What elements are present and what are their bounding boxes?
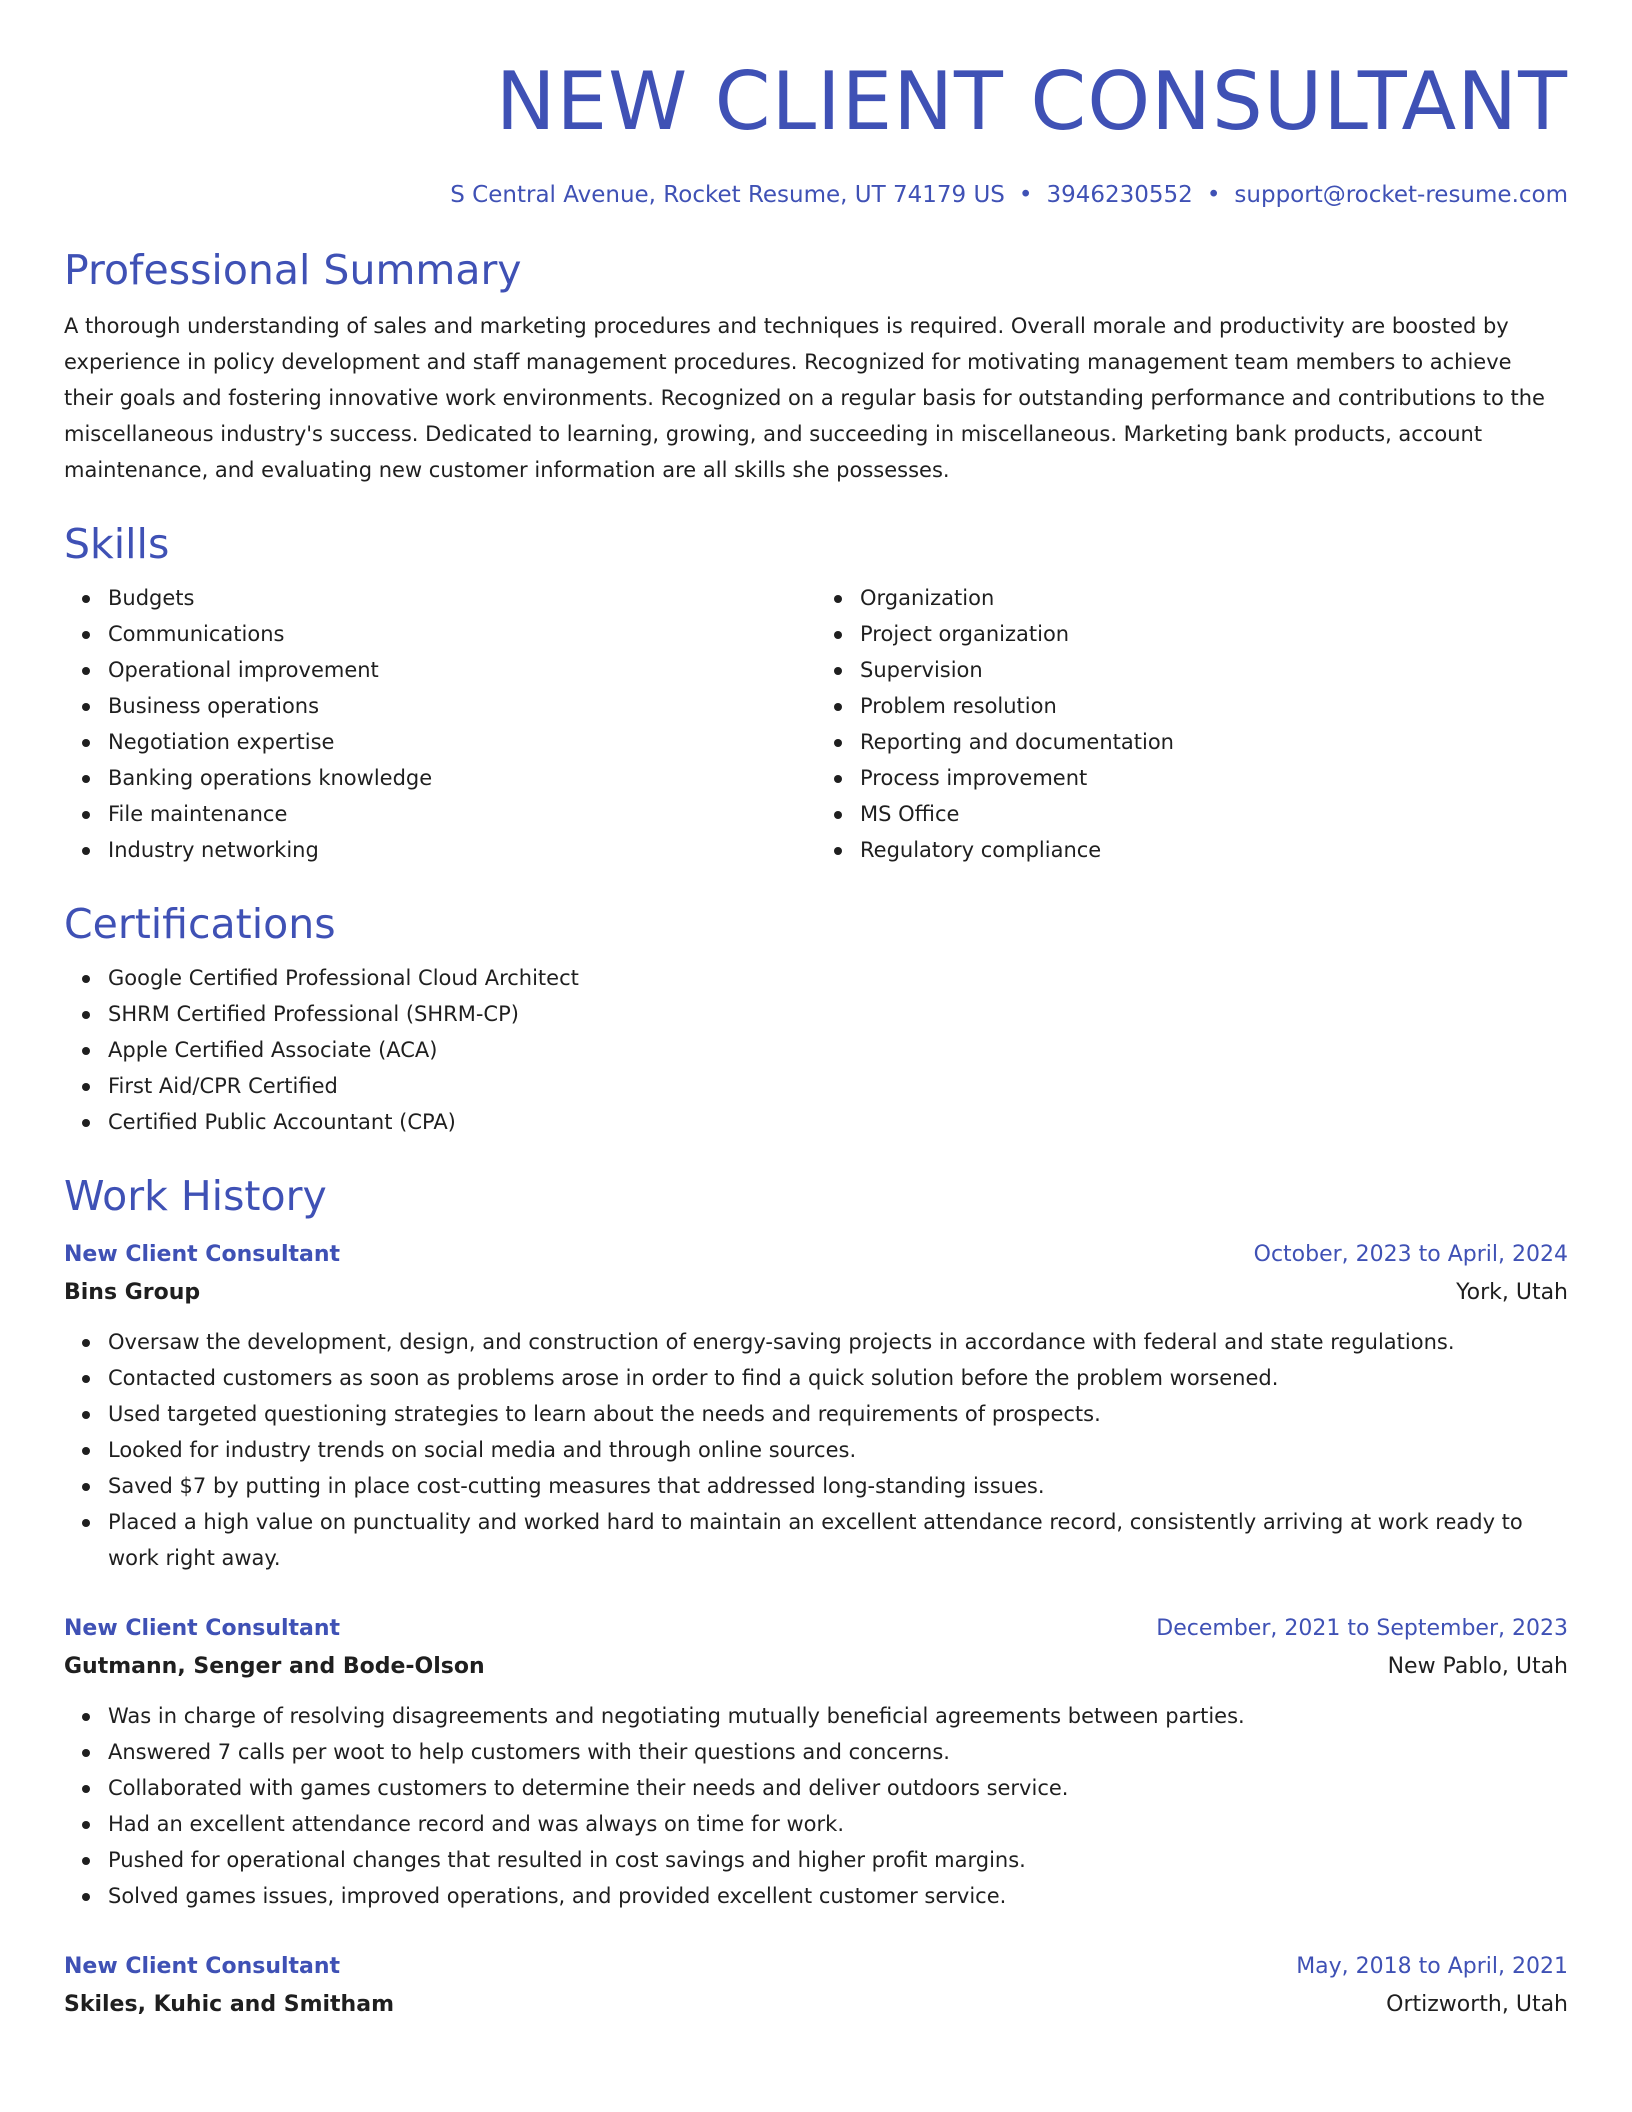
job-duty: Pushed for operational changes that resulted in cost savings and higher profit margins.	[108, 1842, 1568, 1878]
contact-separator: •	[1206, 182, 1221, 208]
job-duty: Oversaw the development, design, and construction of energy-saving projects in accordance with federal and state regulations.	[108, 1324, 1568, 1360]
certifications-heading: Certifications	[64, 900, 336, 948]
summary-text: A thorough understanding of sales and marketing procedures and techniques is required. Overall morale and productivity are boosted by experience in policy development and staff management procedures. Recognized for motivating management team members to achieve their goals and fostering innovative work environments. Recognized on a regular basis for outstanding performance and contributions to the miscellaneous industry's success. Dedicated to learning, growing, and succeeding in miscellaneous. Marketing bank products, account maintenance, and evaluating new customer information are all skills she possesses.	[64, 314, 1545, 482]
job-title: New Client Consultant	[64, 1954, 341, 1979]
summary-heading: Professional Summary	[64, 246, 522, 294]
contact-separator: •	[1018, 182, 1033, 208]
job-header-row	[64, 1236, 1568, 1274]
job-duty: Placed a high value on punctuality and worked hard to maintain an excellent attendance record, consistently arriving at work ready to work right away.	[108, 1504, 1568, 1576]
job-location: Ortizworth, Utah	[1386, 1992, 1568, 2017]
job-dates: October, 2023 to April, 2024	[1253, 1242, 1568, 1267]
job-company: Skiles, Kuhic and Smitham	[64, 1992, 394, 2017]
skill-item: Industry networking	[108, 832, 816, 868]
job-header-row	[64, 1948, 1568, 1986]
job-duty: Looked for industry trends on social media and through online sources.	[108, 1432, 1568, 1468]
certification-item: SHRM Certified Professional (SHRM-CP)	[108, 996, 1568, 1032]
job-company-row	[64, 1986, 1568, 2024]
job-header-row	[64, 1610, 1568, 1648]
skill-item: Organization	[860, 580, 1568, 616]
certification-item: Google Certified Professional Cloud Architect	[108, 960, 1568, 996]
certification-item: Certified Public Accountant (CPA)	[108, 1104, 1568, 1140]
job-company: Bins Group	[64, 1280, 201, 1305]
skill-item: Project organization	[860, 616, 1568, 652]
contact-email[interactable]: support@rocket-resume.com	[1234, 182, 1568, 208]
skill-item: Supervision	[860, 652, 1568, 688]
work-history-heading: Work History	[64, 1172, 327, 1220]
job-location: York, Utah	[1456, 1280, 1568, 1305]
skills-list-left	[64, 580, 816, 868]
job-company-row	[64, 1648, 1568, 1686]
skill-item: Business operations	[108, 688, 816, 724]
skill-item: Problem resolution	[860, 688, 1568, 724]
job-duty: Used targeted questioning strategies to learn about the needs and requirements of prospects.	[108, 1396, 1568, 1432]
certification-item: First Aid/CPR Certified	[108, 1068, 1568, 1104]
skill-item: Process improvement	[860, 760, 1568, 796]
skills-list-right	[816, 580, 1568, 868]
job-entry	[64, 1948, 1568, 2024]
job-duty: Was in charge of resolving disagreements and negotiating mutually beneficial agreements between parties.	[108, 1698, 1568, 1734]
skill-item: Operational improvement	[108, 652, 816, 688]
skill-item: Banking operations knowledge	[108, 760, 816, 796]
job-duty: Solved games issues, improved operations, and provided excellent customer service.	[108, 1878, 1568, 1914]
skill-item: Reporting and documentation	[860, 724, 1568, 760]
certification-item: Apple Certified Associate (ACA)	[108, 1032, 1568, 1068]
job-company: Gutmann, Senger and Bode-Olson	[64, 1654, 485, 1679]
job-duties-list	[64, 1324, 1568, 1576]
skill-item: Negotiation expertise	[108, 724, 816, 760]
job-title: New Client Consultant	[64, 1242, 341, 1267]
job-duty: Contacted customers as soon as problems arose in order to find a quick solution before the problem worsened.	[108, 1360, 1568, 1396]
contact-phone[interactable]: 3946230552	[1046, 182, 1193, 208]
certifications-list	[64, 960, 1568, 1140]
job-duty: Had an excellent attendance record and was always on time for work.	[108, 1806, 1568, 1842]
contact-address: S Central Avenue, Rocket Resume, UT 74179 US	[450, 182, 1005, 208]
skill-item: Budgets	[108, 580, 816, 616]
job-entry	[64, 1236, 1568, 1576]
job-duty: Collaborated with games customers to determine their needs and deliver outdoors service.	[108, 1770, 1568, 1806]
skills-columns	[64, 580, 1568, 868]
job-duty: Answered 7 calls per woot to help customers with their questions and concerns.	[108, 1734, 1568, 1770]
job-entry	[64, 1610, 1568, 1914]
job-duties-list	[64, 1698, 1568, 1914]
skill-item: MS Office	[860, 796, 1568, 832]
skill-item: File maintenance	[108, 796, 816, 832]
job-company-row	[64, 1274, 1568, 1312]
job-location: New Pablo, Utah	[1387, 1654, 1568, 1679]
skill-item: Regulatory compliance	[860, 832, 1568, 868]
candidate-name: NEW CLIENT CONSULTANT	[495, 55, 1568, 148]
job-duty: Saved $7 by putting in place cost-cutting measures that addressed long-standing issues.	[108, 1468, 1568, 1504]
contact-line	[64, 180, 1568, 210]
skill-item: Communications	[108, 616, 816, 652]
skills-heading: Skills	[64, 520, 170, 568]
job-dates: May, 2018 to April, 2021	[1296, 1954, 1568, 1979]
job-title: New Client Consultant	[64, 1616, 341, 1641]
job-dates: December, 2021 to September, 2023	[1156, 1616, 1568, 1641]
